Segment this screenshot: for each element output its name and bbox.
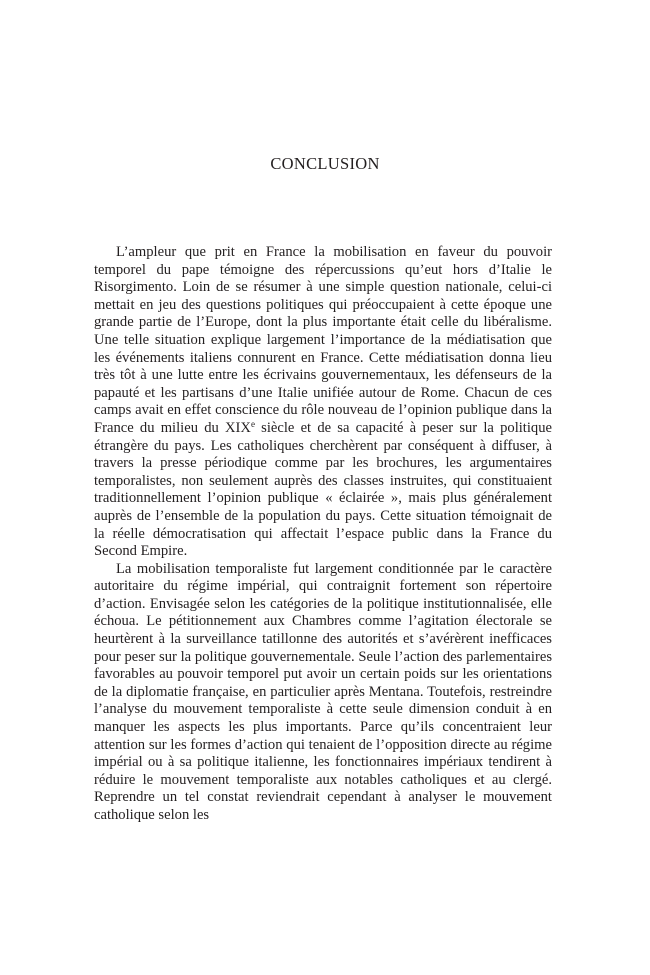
paragraph-1-text-b: siècle et de sa capacité à peser sur la politique étrangère du pays. Les catholiques cherchèrent par conséquent à diffuser, à travers la presse périodique comme par les brochures, les argumentaires temporalistes, non seulement auprès des classes instruites, qui constituaient traditionnellement l’opinion publique « éclairée », mais plus généralement auprès de l’ensemble de la population du pays. Cette situation témoignait de la réelle démocratisation qui affectait l’espace public dans la France du Second Empire. bbox=[94, 419, 552, 560]
chapter-title: CONCLUSION bbox=[270, 154, 380, 173]
paragraph-1 bbox=[94, 244, 552, 561]
paragraph-1-text-a: L’ampleur que prit en France la mobilisation en faveur du pouvoir temporel du pape témoigne des répercussions qu’eut hors d’Italie le Risorgimento. Loin de se résumer à une simple question nationale, celui-ci mettait en jeu des questions politiques qui préoccupaient à cette époque une grande partie de l’Europe, dont la plus importante était celle du libéralisme. Une telle situation explique largement l’importance de la médiatisation que les événements italiens connurent en France. Cette médiatisation donna lieu très tôt à une lutte entre les écrivains gouvernementaux, les défenseurs de la papauté et les partisans d’une Italie unifiée autour de Rome. Chacun de ces camps avait en effet conscience du rôle nouveau de l’opinion publique dans la France du milieu du XIX bbox=[94, 244, 552, 436]
century-superscript: e bbox=[250, 418, 255, 429]
paragraph-2: La mobilisation temporaliste fut largement conditionnée par le caractère autoritaire du régime impérial, qui contraignit fortement son répertoire d’action. Envisagée selon les catégories de la politique institutionnalisée, elle échoua. Le pétitionnement aux Chambres comme l’agitation électorale se heurtèrent à la surveillance tatillonne des autorités et s’avérèrent inefficaces pour peser sur la politique gouvernementale. Seule l’action des parlementaires favorables au pouvoir temporel put avoir un certain poids sur les orientations de la diplomatie française, en particulier après Mentana. Toutefois, restreindre l’analyse du mouvement temporaliste à cette seule dimension conduit à en manquer les aspects les plus importants. Parce qu’ils concentraient leur attention sur les formes d’action qui tenaient de l’opposition directe au régime impérial ou à sa politique italienne, les fonctionnaires impériaux tendirent à réduire le mouvement temporaliste aux notables catholiques et au clergé. Reprendre un tel constat reviendrait cependant à analyser le mouvement catholique selon les bbox=[94, 560, 552, 823]
body-text bbox=[94, 244, 552, 825]
